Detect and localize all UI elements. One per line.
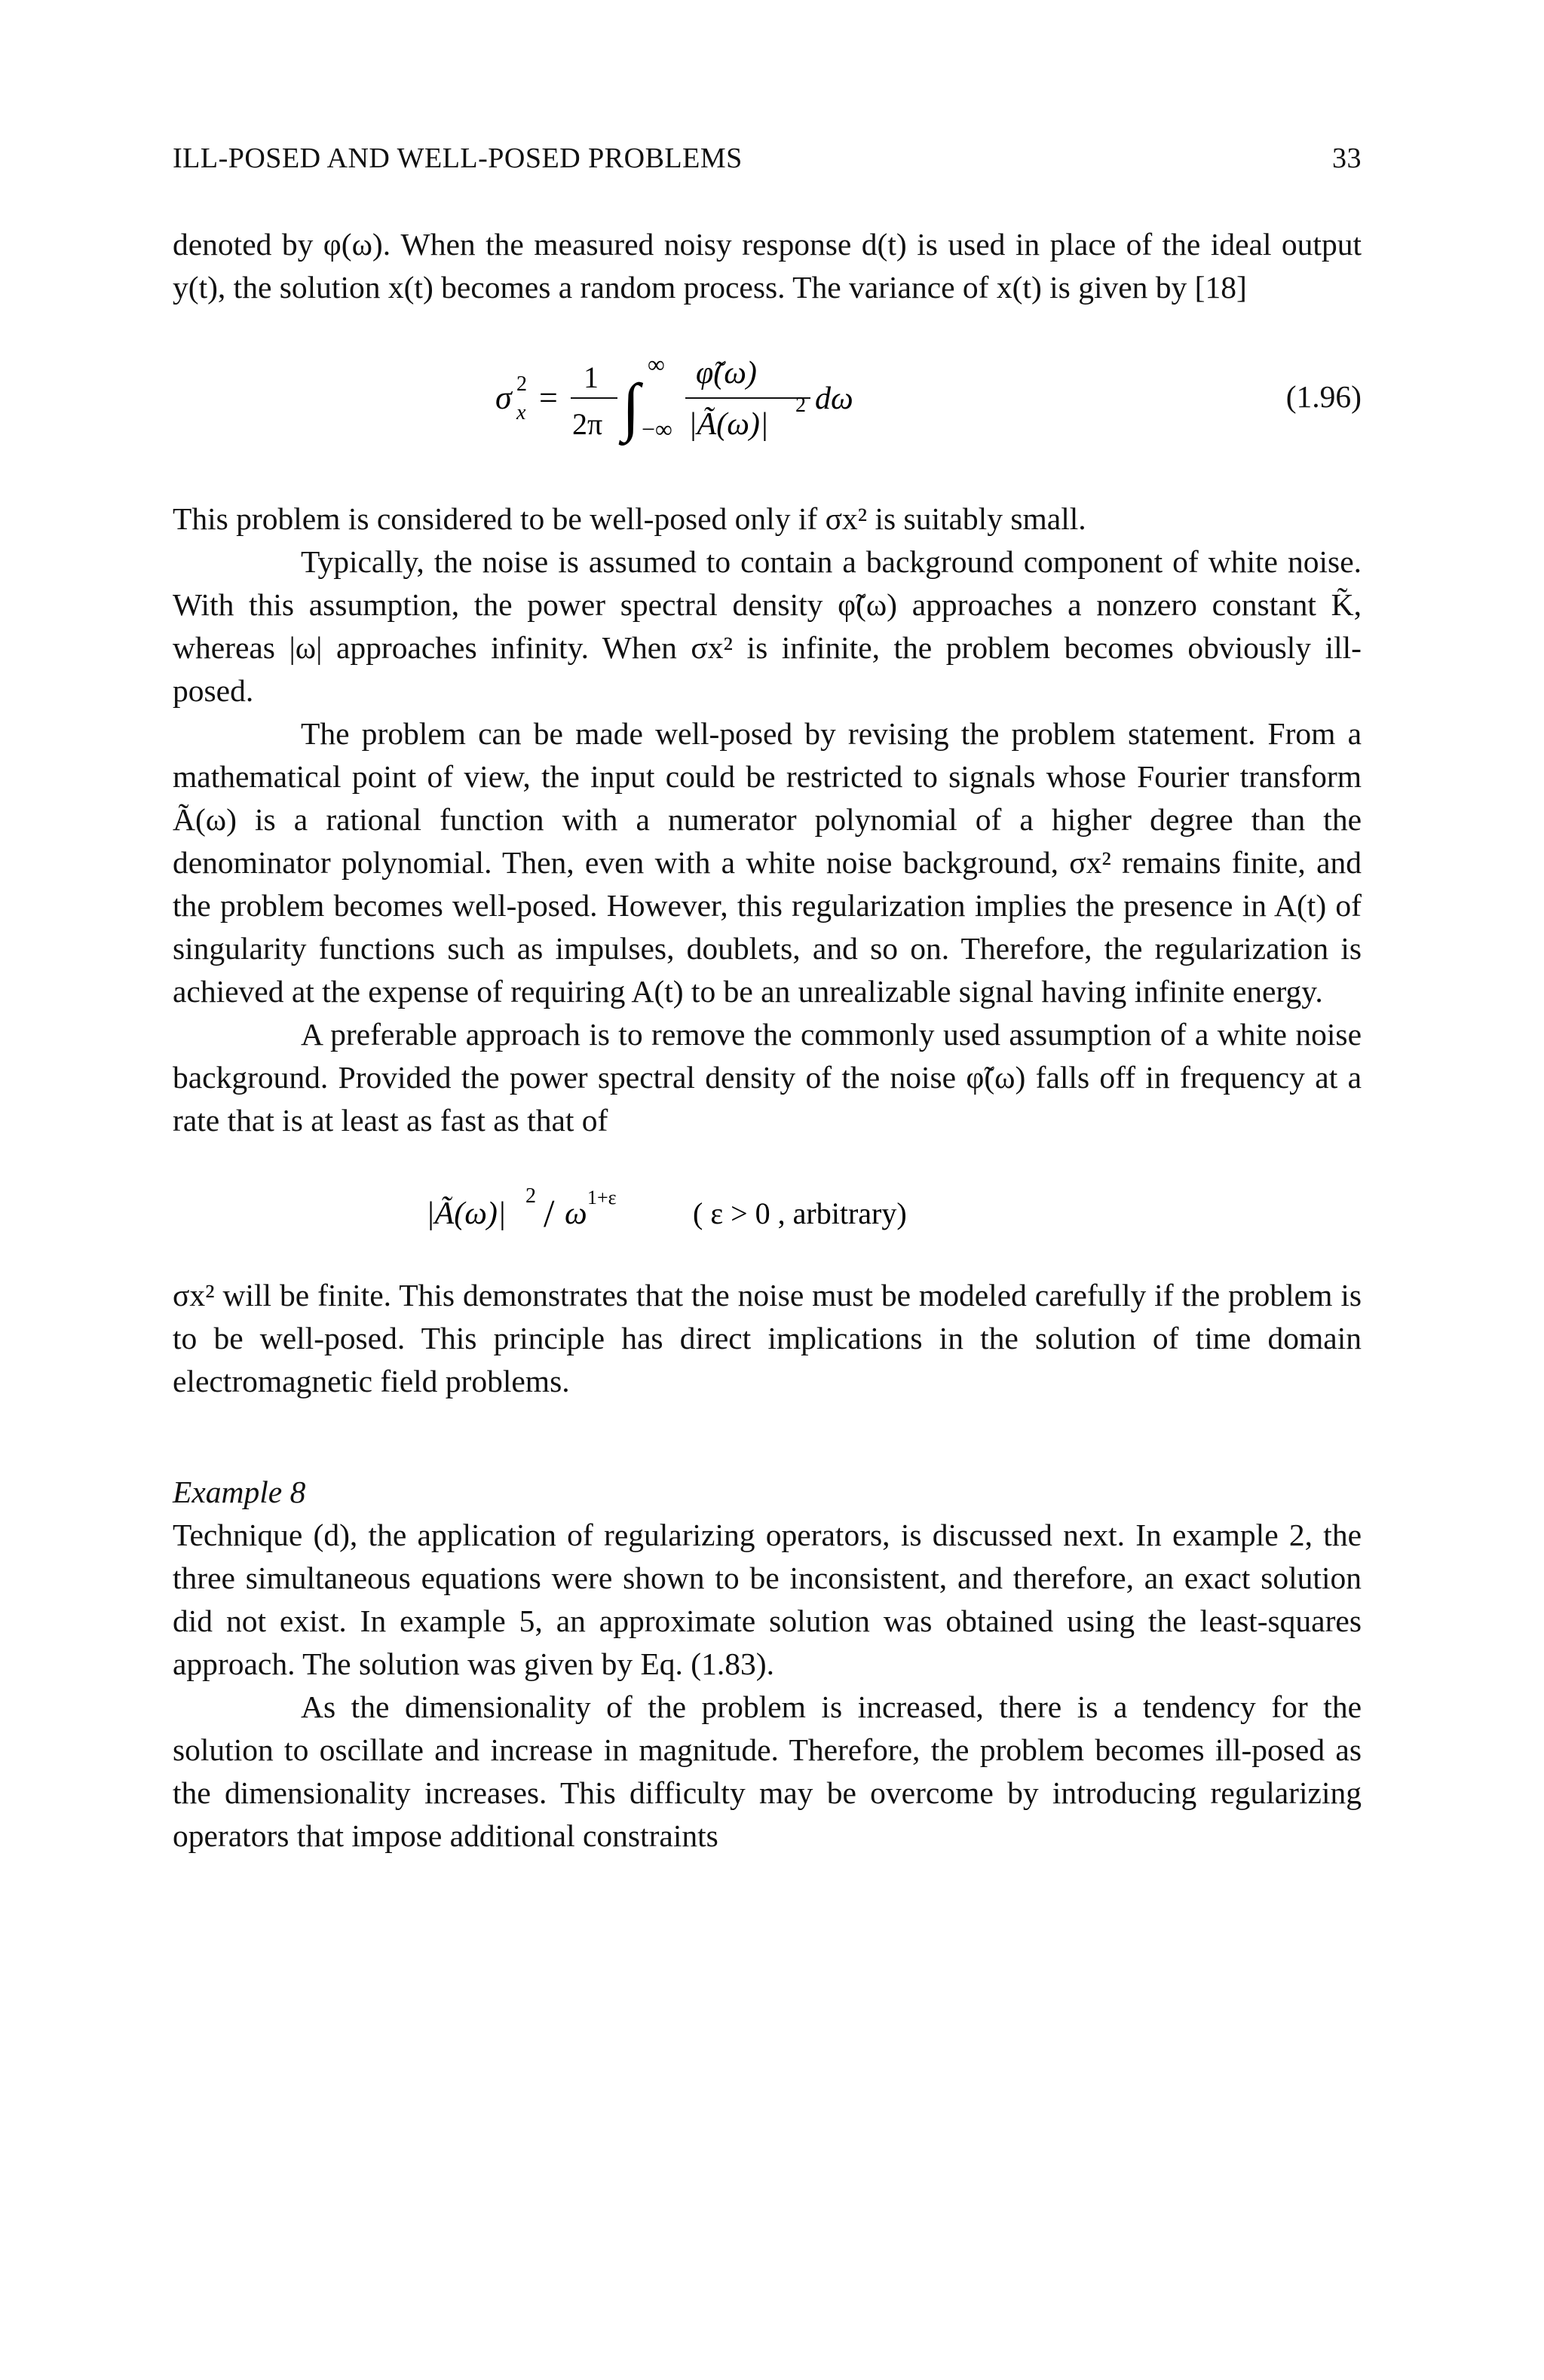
paragraph-4: The problem can be made well-posed by revising the problem statement. From a mathematical point of view, the input could be restricted to signals whose Fourier transform Ã(ω) is a rational function with a numerator polynomial of a higher degree than the denominator polynomial. Then, even with a white noise background, σx² remains finite, and the problem becomes well-posed. However, this regularization implies the presence in A(t) of singularity functions such as impulses, doublets, and so on. Therefore, the regularization is achieved at the expense of requiring A(t) to be an unrealizable signal having infinite energy.	[173, 716, 1362, 1009]
page-body	[173, 223, 1362, 1858]
eq-frac-numerator: 1	[584, 360, 599, 394]
equation-1-96	[173, 309, 1362, 475]
paragraph-7: Technique (d), the application of regularizing operators, is discussed next. In example 2, the three simultaneous equations were shown to be inconsistent, and therefore, an exact solution did not exist. In example 5, an approximate solution was obtained using the least-squares approach. The solution was given by Eq. (1.83).	[173, 1518, 1362, 1681]
paragraph-5: A preferable approach is to remove the commonly used assumption of a white noise background. Provided the power spectral density of the noise φ̃(ω) falls off in frequency at a rate that is at least as fast as that of	[173, 1017, 1362, 1138]
eq-lhs-sigma: σ	[495, 379, 512, 416]
paragraph-3: Typically, the noise is assumed to contain a background component of white noise. With this assumption, the power spectral density φ̃(ω) approaches a nonzero constant K̃, whereas |ω| approaches infinity. When σx² is infinite, the problem becomes obviously ill-posed.	[173, 544, 1362, 708]
paragraph-1: denoted by φ(ω). When the measured noisy response d(t) is used in place of the ideal output y(t), the solution x(t) becomes a random process. The variance of x(t) is given by [18]	[173, 227, 1362, 305]
eq-equals: =	[539, 379, 558, 416]
eq-integrand-numerator: φ̃(ω)	[696, 356, 757, 391]
paragraph-8: As the dimensionality of the problem is increased, there is a tendency for the solution to oscillate and increase in magnitude. Therefore, the problem becomes ill-posed as the dimensionality increases. This difficulty may be overcome by introducing regularizing operators that impose additional constraints	[173, 1689, 1362, 1853]
eq-differential: dω	[815, 381, 853, 416]
paragraph-6: σx² will be finite. This demonstrates that the noise must be modeled carefully if the problem is to be well-posed. This principle has direct implications in the solution of time domain electromagnetic field problems.	[173, 1278, 1362, 1398]
equation-1-96-formula	[173, 309, 1362, 475]
equation-rate	[173, 1142, 1362, 1274]
paragraph-2: This problem is considered to be well-posed only if σx² is suitably small.	[173, 501, 1086, 536]
eq-lower-limit: −∞	[642, 415, 672, 443]
example-heading: Example 8	[173, 1475, 306, 1509]
page-number: 33	[1332, 142, 1362, 174]
eq-integral-sign: ∫	[622, 370, 640, 443]
equation-number: (1.96)	[1285, 379, 1362, 414]
eq-upper-limit: ∞	[648, 351, 665, 378]
running-header	[173, 142, 1362, 179]
rate-omega: ω	[565, 1196, 587, 1231]
eq-integrand-den-sup: 2	[795, 394, 806, 417]
rate-slash: /	[544, 1193, 555, 1236]
running-title: ILL-POSED AND WELL-POSED PROBLEMS	[173, 142, 743, 174]
rate-omega-sup: 1+ε	[587, 1187, 617, 1208]
rate-condition: ( ε > 0 , arbitrary)	[693, 1196, 907, 1230]
rate-expr: |Ã(ω)|	[426, 1196, 507, 1231]
rate-expr-sup: 2	[525, 1184, 536, 1208]
eq-frac-denominator: 2π	[572, 407, 603, 441]
eq-lhs-sup: 2	[516, 372, 527, 396]
eq-integrand-denominator: |Ã(ω)|	[688, 407, 769, 442]
equation-rate-formula	[173, 1142, 1362, 1274]
eq-lhs-sub: x	[516, 401, 526, 424]
